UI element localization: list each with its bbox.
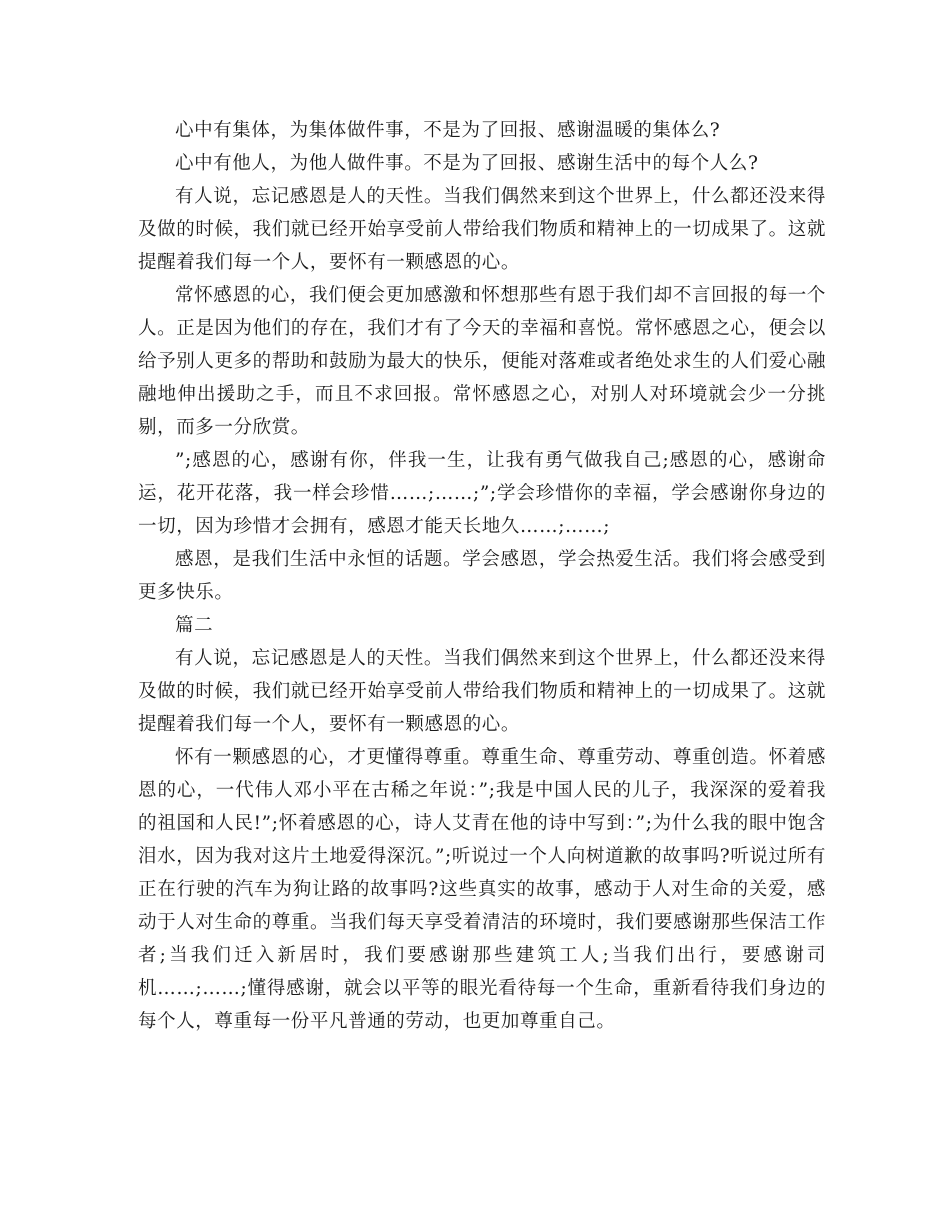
section-heading: 篇二 [175, 615, 214, 636]
document-page [138, 114, 826, 1038]
paragraph-1: 心中有集体，为集体做件事，不是为了回报、感谢温暖的集体么? [175, 120, 721, 141]
paragraph-7: 有人说，忘记感恩是人的天性。当我们偶然来到这个世界上，什么都还没来得及做的时候，我们就已经开始享受前人带给我们物质和精神上的一切成果了。这就提醒着我们每一个人，要怀有一颗感恩的心。 [138, 648, 826, 735]
paragraph-2: 心中有他人，为他人做件事。不是为了回报、感谢生活中的每个人么? [175, 153, 759, 174]
paragraph-5: ”;感恩的心，感谢有你，伴我一生，让我有勇气做我自己;感恩的心，感谢命运，花开花落，我一样会珍惜……;……;”;学会珍惜你的幸福，学会感谢你身边的一切，因为珍惜才会拥有，感恩才能天长地久……;……; [138, 450, 826, 537]
paragraph-3: 有人说，忘记感恩是人的天性。当我们偶然来到这个世界上，什么都还没来得及做的时候，我们就已经开始享受前人带给我们物质和精神上的一切成果了。这就提醒着我们每一个人，要怀有一颗感恩的心。 [138, 186, 826, 273]
paragraph-6: 感恩，是我们生活中永恒的话题。学会感恩，学会热爱生活。我们将会感受到更多快乐。 [138, 549, 826, 603]
paragraph-4: 常怀感恩的心，我们便会更加感激和怀想那些有恩于我们却不言回报的每一个人。正是因为他们的存在，我们才有了今天的幸福和喜悦。常怀感恩之心，便会以给予别人更多的帮助和鼓励为最大的快乐，便能对落难或者绝处求生的人们爱心融融地伸出援助之手，而且不求回报。常怀感恩之心，对别人对环境就会少一分挑剔，而多一分欣赏。 [138, 285, 826, 438]
paragraph-8: 怀有一颗感恩的心，才更懂得尊重。尊重生命、尊重劳动、尊重创造。怀着感恩的心，一代伟人邓小平在古稀之年说：”;我是中国人民的儿子，我深深的爱着我的祖国和人民!”;怀着感恩的心，诗人艾青在他的诗中写到：”;为什么我的眼中饱含泪水，因为我对这片土地爱得深沉。”;听说过一个人向树道歉的故事吗?听说过所有正在行驶的汽车为狗让路的故事吗?这些真实的故事，感动于人对生命的关爱，感动于人对生命的尊重。当我们每天享受着清洁的环境时，我们要感谢那些保洁工作者;当我们迁入新居时，我们要感谢那些建筑工人;当我们出行，要感谢司机……;……;懂得感谢，就会以平等的眼光看待每一个生命，重新看待我们身边的每个人，尊重每一份平凡普通的劳动，也更加尊重自己。 [138, 747, 826, 1032]
